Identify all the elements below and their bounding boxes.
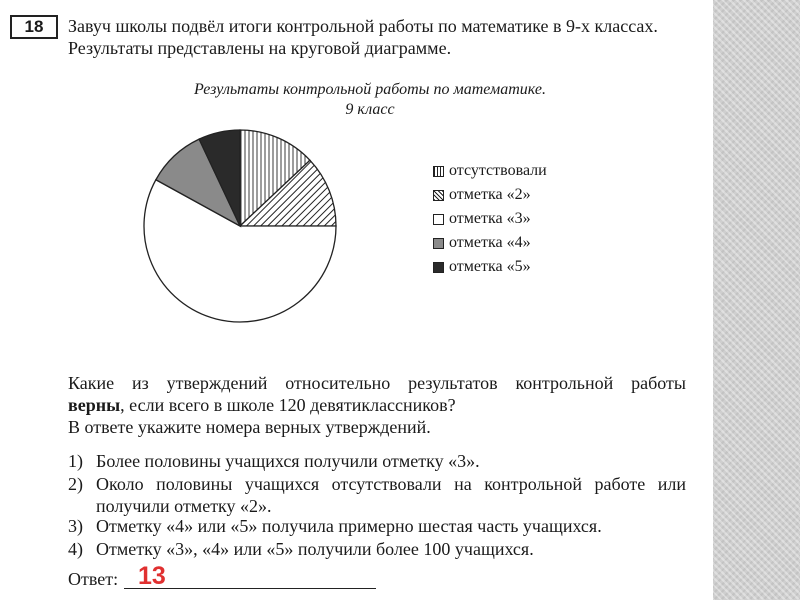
legend-swatch — [433, 190, 444, 201]
answer-value: 13 — [138, 562, 166, 590]
legend-label: отметка «3» — [449, 210, 531, 227]
legend-label: отметка «5» — [449, 258, 531, 275]
legend-label: отметка «4» — [449, 234, 531, 251]
statement-3 — [68, 515, 602, 537]
statement-number: 1) — [68, 451, 83, 471]
statement-2-line-2: получили отметку «2». — [96, 496, 272, 516]
statement-1 — [68, 450, 480, 472]
chart-subtitle: 9 класс — [345, 101, 395, 118]
pie-chart — [140, 126, 340, 326]
legend-swatch — [433, 262, 444, 273]
question-line-1: Какие из утверждений относительно результатов контрольной работы — [68, 373, 686, 393]
statement-text: Отметку «3», «4» или «5» получили более 100 учащихся. — [96, 539, 534, 559]
task-number-box — [10, 15, 58, 39]
side-panel — [713, 0, 800, 600]
statement-number: 4) — [68, 539, 83, 559]
statement-4 — [68, 538, 534, 560]
legend-swatch — [433, 238, 444, 249]
legend-swatch — [433, 214, 444, 225]
legend-item — [433, 210, 531, 228]
task-number: 18 — [24, 17, 44, 36]
question-line-2 — [68, 394, 456, 416]
statement-number: 2) — [68, 474, 83, 494]
legend-label: отметка «2» — [449, 186, 531, 203]
legend-item — [433, 162, 547, 180]
statement-2-line-1 — [68, 473, 686, 495]
legend-item — [433, 234, 531, 252]
statement-text: Около половины учащихся отсутствовали на контрольной работе или — [96, 474, 686, 494]
statement-text: Отметку «4» или «5» получила примерно шестая часть учащихся. — [96, 516, 602, 536]
question-line-3: В ответе укажите номера верных утверждений. — [68, 417, 431, 437]
legend-swatch — [433, 166, 444, 177]
legend-item — [433, 258, 531, 276]
statement-number: 3) — [68, 516, 83, 536]
intro-line-1: Завуч школы подвёл итоги контрольной работы по математике в 9-х классах. — [68, 16, 658, 36]
legend-label: отсутствовали — [449, 162, 547, 179]
question-emphasis: верны — [68, 395, 121, 415]
answer-label: Ответ: — [68, 569, 119, 589]
question-line-2-rest: , если всего в школе 120 девятиклассников? — [120, 395, 456, 415]
legend-item — [433, 186, 531, 204]
chart-title: Результаты контрольной работы по математике. — [194, 81, 546, 98]
statement-text: Более половины учащихся получили отметку «3». — [96, 451, 480, 471]
intro-line-2: Результаты представлены на круговой диаграмме. — [68, 38, 452, 58]
